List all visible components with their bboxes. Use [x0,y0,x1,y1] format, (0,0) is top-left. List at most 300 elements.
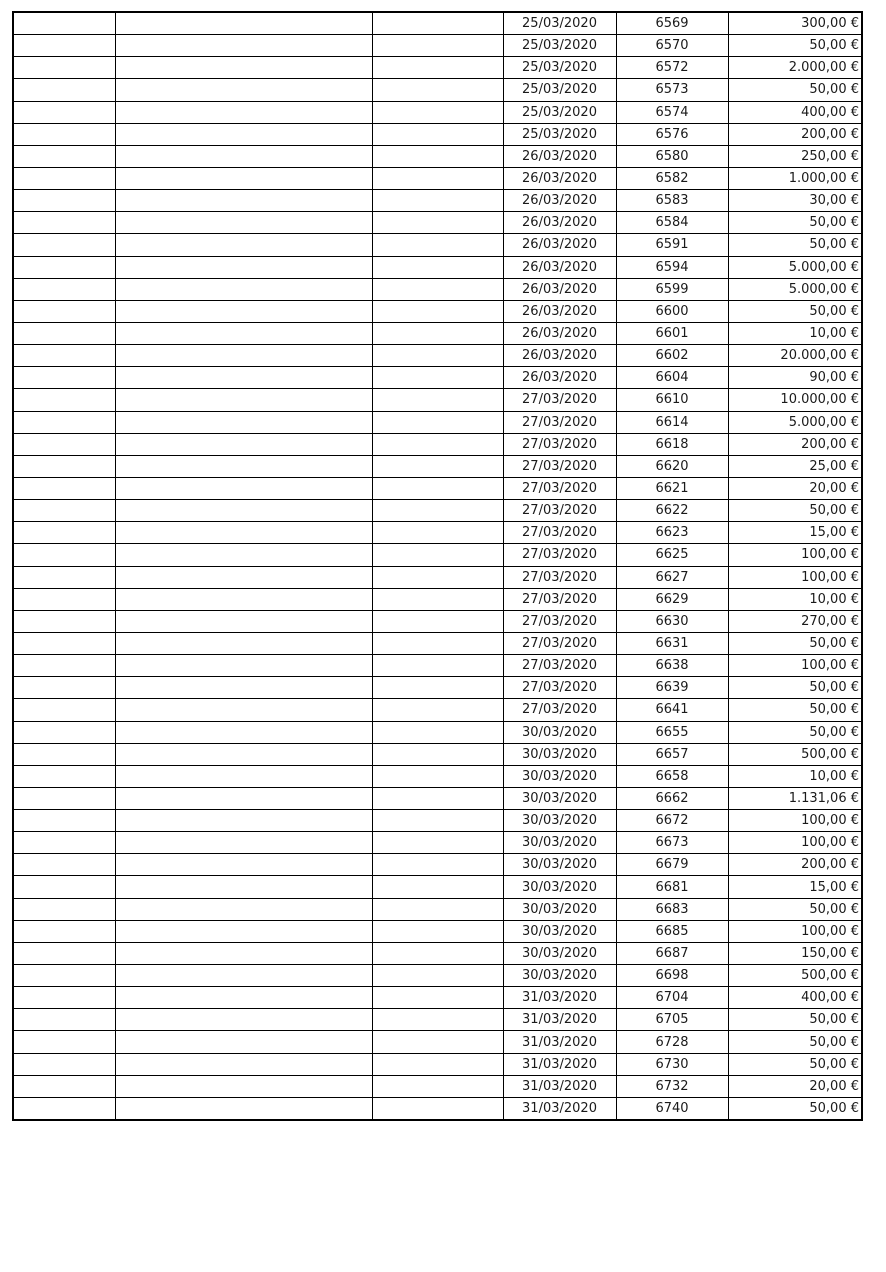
empty-cell [372,920,503,942]
empty-cell [13,832,115,854]
empty-cell [13,854,115,876]
table-row [13,965,862,987]
empty-cell [115,544,372,566]
empty-cell [13,787,115,809]
empty-cell [372,1053,503,1075]
date-cell: 26/03/2020 [503,367,616,389]
empty-cell [13,699,115,721]
empty-cell [372,500,503,522]
date-cell: 25/03/2020 [503,35,616,57]
table-row [13,278,862,300]
date-cell: 30/03/2020 [503,876,616,898]
number-cell: 6573 [616,79,728,101]
table-row [13,167,862,189]
number-cell: 6620 [616,455,728,477]
number-cell: 6594 [616,256,728,278]
empty-cell [372,610,503,632]
empty-cell [115,765,372,787]
table-row [13,322,862,344]
number-cell: 6627 [616,566,728,588]
number-cell: 6641 [616,699,728,721]
empty-cell [115,35,372,57]
amount-cell: 10,00 € [728,765,862,787]
date-cell: 27/03/2020 [503,588,616,610]
amount-cell: 50,00 € [728,234,862,256]
empty-cell [372,898,503,920]
empty-cell [13,190,115,212]
number-cell: 6698 [616,965,728,987]
amount-cell: 50,00 € [728,677,862,699]
empty-cell [115,743,372,765]
empty-cell [115,832,372,854]
empty-cell [115,810,372,832]
empty-cell [115,101,372,123]
empty-cell [13,12,115,35]
number-cell: 6604 [616,367,728,389]
empty-cell [13,123,115,145]
empty-cell [13,721,115,743]
table-row [13,145,862,167]
table-row [13,1031,862,1053]
date-cell: 26/03/2020 [503,212,616,234]
empty-cell [372,743,503,765]
table-row [13,1053,862,1075]
empty-cell [13,500,115,522]
amount-cell: 50,00 € [728,1053,862,1075]
empty-cell [115,1075,372,1097]
empty-cell [372,544,503,566]
empty-cell [13,101,115,123]
date-cell: 26/03/2020 [503,190,616,212]
table-row [13,389,862,411]
table-row [13,743,862,765]
empty-cell [13,942,115,964]
empty-cell [115,190,372,212]
empty-cell [115,79,372,101]
table-row [13,854,862,876]
date-cell: 27/03/2020 [503,455,616,477]
amount-cell: 5.000,00 € [728,411,862,433]
table-row [13,832,862,854]
empty-cell [372,987,503,1009]
table-row [13,101,862,123]
empty-cell [13,57,115,79]
empty-cell [115,632,372,654]
amount-cell: 30,00 € [728,190,862,212]
empty-cell [13,145,115,167]
table-row [13,1075,862,1097]
number-cell: 6728 [616,1031,728,1053]
number-cell: 6672 [616,810,728,832]
table-body [13,12,862,1120]
table-row [13,1009,862,1031]
number-cell: 6600 [616,300,728,322]
date-cell: 25/03/2020 [503,101,616,123]
empty-cell [115,699,372,721]
empty-cell [115,987,372,1009]
table-row [13,256,862,278]
empty-cell [372,655,503,677]
amount-cell: 25,00 € [728,455,862,477]
date-cell: 30/03/2020 [503,898,616,920]
table-row [13,588,862,610]
number-cell: 6630 [616,610,728,632]
number-cell: 6582 [616,167,728,189]
date-cell: 30/03/2020 [503,942,616,964]
empty-cell [13,455,115,477]
table-row [13,920,862,942]
empty-cell [13,477,115,499]
table-row [13,79,862,101]
empty-cell [372,167,503,189]
empty-cell [13,655,115,677]
number-cell: 6631 [616,632,728,654]
amount-cell: 250,00 € [728,145,862,167]
amount-cell: 50,00 € [728,898,862,920]
empty-cell [115,367,372,389]
table-row [13,345,862,367]
empty-cell [13,965,115,987]
number-cell: 6732 [616,1075,728,1097]
table-row [13,566,862,588]
empty-cell [372,256,503,278]
amount-cell: 150,00 € [728,942,862,964]
table-row [13,477,862,499]
date-cell: 31/03/2020 [503,1053,616,1075]
empty-cell [13,300,115,322]
table-row [13,411,862,433]
amount-cell: 15,00 € [728,876,862,898]
table-row [13,876,862,898]
empty-cell [13,588,115,610]
amount-cell: 10.000,00 € [728,389,862,411]
number-cell: 6599 [616,278,728,300]
empty-cell [372,411,503,433]
empty-cell [115,898,372,920]
empty-cell [372,588,503,610]
date-cell: 26/03/2020 [503,278,616,300]
empty-cell [115,167,372,189]
date-cell: 26/03/2020 [503,300,616,322]
empty-cell [13,256,115,278]
date-cell: 27/03/2020 [503,389,616,411]
empty-cell [372,942,503,964]
empty-cell [13,433,115,455]
amount-cell: 50,00 € [728,1097,862,1120]
table-row [13,610,862,632]
empty-cell [115,389,372,411]
amount-cell: 200,00 € [728,433,862,455]
amount-cell: 50,00 € [728,79,862,101]
amount-cell: 20.000,00 € [728,345,862,367]
date-cell: 26/03/2020 [503,234,616,256]
empty-cell [115,322,372,344]
empty-cell [13,367,115,389]
empty-cell [13,345,115,367]
amount-cell: 270,00 € [728,610,862,632]
empty-cell [13,810,115,832]
empty-cell [115,12,372,35]
empty-cell [115,433,372,455]
empty-cell [372,699,503,721]
empty-cell [115,1031,372,1053]
empty-cell [13,677,115,699]
date-cell: 30/03/2020 [503,965,616,987]
empty-cell [372,389,503,411]
empty-cell [115,455,372,477]
number-cell: 6638 [616,655,728,677]
date-cell: 25/03/2020 [503,79,616,101]
date-cell: 27/03/2020 [503,632,616,654]
empty-cell [13,1031,115,1053]
empty-cell [13,322,115,344]
empty-cell [13,389,115,411]
empty-cell [372,765,503,787]
empty-cell [13,1097,115,1120]
empty-cell [372,787,503,809]
empty-cell [372,965,503,987]
empty-cell [13,987,115,1009]
date-cell: 27/03/2020 [503,655,616,677]
empty-cell [115,234,372,256]
empty-cell [372,876,503,898]
empty-cell [372,123,503,145]
number-cell: 6658 [616,765,728,787]
empty-cell [13,544,115,566]
empty-cell [115,610,372,632]
empty-cell [13,1009,115,1031]
table-row [13,455,862,477]
amount-cell: 100,00 € [728,810,862,832]
empty-cell [372,57,503,79]
date-cell: 27/03/2020 [503,522,616,544]
table-row [13,234,862,256]
date-cell: 27/03/2020 [503,433,616,455]
number-cell: 6574 [616,101,728,123]
date-cell: 26/03/2020 [503,167,616,189]
empty-cell [13,212,115,234]
empty-cell [115,57,372,79]
empty-cell [372,477,503,499]
number-cell: 6657 [616,743,728,765]
number-cell: 6569 [616,12,728,35]
empty-cell [13,920,115,942]
empty-cell [115,677,372,699]
empty-cell [372,101,503,123]
number-cell: 6705 [616,1009,728,1031]
amount-cell: 50,00 € [728,699,862,721]
amount-cell: 400,00 € [728,101,862,123]
date-cell: 26/03/2020 [503,256,616,278]
table-row [13,765,862,787]
table-row [13,12,862,35]
amount-cell: 100,00 € [728,832,862,854]
empty-cell [372,322,503,344]
empty-cell [372,145,503,167]
date-cell: 27/03/2020 [503,566,616,588]
amount-cell: 5.000,00 € [728,278,862,300]
empty-cell [372,566,503,588]
number-cell: 6625 [616,544,728,566]
amount-cell: 20,00 € [728,477,862,499]
empty-cell [115,278,372,300]
amount-cell: 100,00 € [728,566,862,588]
empty-cell [13,79,115,101]
empty-cell [115,500,372,522]
empty-cell [13,522,115,544]
amount-cell: 50,00 € [728,212,862,234]
empty-cell [115,522,372,544]
empty-cell [372,1097,503,1120]
date-cell: 30/03/2020 [503,832,616,854]
empty-cell [372,1075,503,1097]
amount-cell: 100,00 € [728,655,862,677]
table-row [13,677,862,699]
date-cell: 31/03/2020 [503,1075,616,1097]
date-cell: 30/03/2020 [503,920,616,942]
empty-cell [13,876,115,898]
number-cell: 6621 [616,477,728,499]
amount-cell: 1.131,06 € [728,787,862,809]
number-cell: 6704 [616,987,728,1009]
amount-cell: 20,00 € [728,1075,862,1097]
empty-cell [372,677,503,699]
empty-cell [372,522,503,544]
table-row [13,632,862,654]
number-cell: 6629 [616,588,728,610]
date-cell: 31/03/2020 [503,987,616,1009]
amount-cell: 10,00 € [728,322,862,344]
amount-cell: 100,00 € [728,920,862,942]
number-cell: 6584 [616,212,728,234]
empty-cell [115,1009,372,1031]
number-cell: 6687 [616,942,728,964]
table-row [13,655,862,677]
date-cell: 25/03/2020 [503,57,616,79]
amount-cell: 5.000,00 € [728,256,862,278]
empty-cell [115,123,372,145]
number-cell: 6572 [616,57,728,79]
number-cell: 6602 [616,345,728,367]
date-cell: 30/03/2020 [503,810,616,832]
amount-cell: 50,00 € [728,1031,862,1053]
empty-cell [372,832,503,854]
table-row [13,987,862,1009]
empty-cell [115,721,372,743]
date-cell: 30/03/2020 [503,787,616,809]
empty-cell [372,345,503,367]
amount-cell: 50,00 € [728,632,862,654]
amount-cell: 50,00 € [728,500,862,522]
table-row [13,942,862,964]
date-cell: 31/03/2020 [503,1009,616,1031]
date-cell: 27/03/2020 [503,500,616,522]
number-cell: 6623 [616,522,728,544]
date-cell: 25/03/2020 [503,12,616,35]
number-cell: 6614 [616,411,728,433]
empty-cell [13,610,115,632]
empty-cell [372,79,503,101]
number-cell: 6683 [616,898,728,920]
amount-cell: 100,00 € [728,544,862,566]
table-row [13,810,862,832]
empty-cell [372,1009,503,1031]
empty-cell [13,765,115,787]
empty-cell [372,433,503,455]
date-cell: 27/03/2020 [503,544,616,566]
empty-cell [13,411,115,433]
amount-cell: 200,00 € [728,123,862,145]
empty-cell [115,477,372,499]
date-cell: 31/03/2020 [503,1097,616,1120]
date-cell: 30/03/2020 [503,743,616,765]
empty-cell [372,212,503,234]
amount-cell: 1.000,00 € [728,167,862,189]
empty-cell [13,898,115,920]
date-cell: 27/03/2020 [503,699,616,721]
empty-cell [115,942,372,964]
empty-cell [13,167,115,189]
date-cell: 30/03/2020 [503,854,616,876]
empty-cell [372,721,503,743]
empty-cell [115,876,372,898]
amount-cell: 50,00 € [728,300,862,322]
table-row [13,123,862,145]
empty-cell [115,345,372,367]
number-cell: 6618 [616,433,728,455]
date-cell: 27/03/2020 [503,677,616,699]
empty-cell [13,632,115,654]
amount-cell: 200,00 € [728,854,862,876]
empty-cell [372,455,503,477]
number-cell: 6610 [616,389,728,411]
empty-cell [372,35,503,57]
date-cell: 31/03/2020 [503,1031,616,1053]
date-cell: 26/03/2020 [503,322,616,344]
number-cell: 6570 [616,35,728,57]
empty-cell [13,566,115,588]
empty-cell [115,787,372,809]
table-row [13,57,862,79]
number-cell: 6639 [616,677,728,699]
amount-cell: 50,00 € [728,721,862,743]
number-cell: 6662 [616,787,728,809]
table-row [13,544,862,566]
amount-cell: 2.000,00 € [728,57,862,79]
number-cell: 6740 [616,1097,728,1120]
number-cell: 6601 [616,322,728,344]
number-cell: 6679 [616,854,728,876]
empty-cell [13,35,115,57]
date-cell: 26/03/2020 [503,145,616,167]
empty-cell [115,566,372,588]
empty-cell [372,300,503,322]
empty-cell [372,367,503,389]
empty-cell [115,1053,372,1075]
empty-cell [372,854,503,876]
empty-cell [115,965,372,987]
number-cell: 6673 [616,832,728,854]
amount-cell: 15,00 € [728,522,862,544]
empty-cell [115,588,372,610]
payments-table [12,11,863,1121]
table-row [13,699,862,721]
table-row [13,190,862,212]
number-cell: 6730 [616,1053,728,1075]
table-row [13,522,862,544]
amount-cell: 50,00 € [728,1009,862,1031]
empty-cell [13,1075,115,1097]
